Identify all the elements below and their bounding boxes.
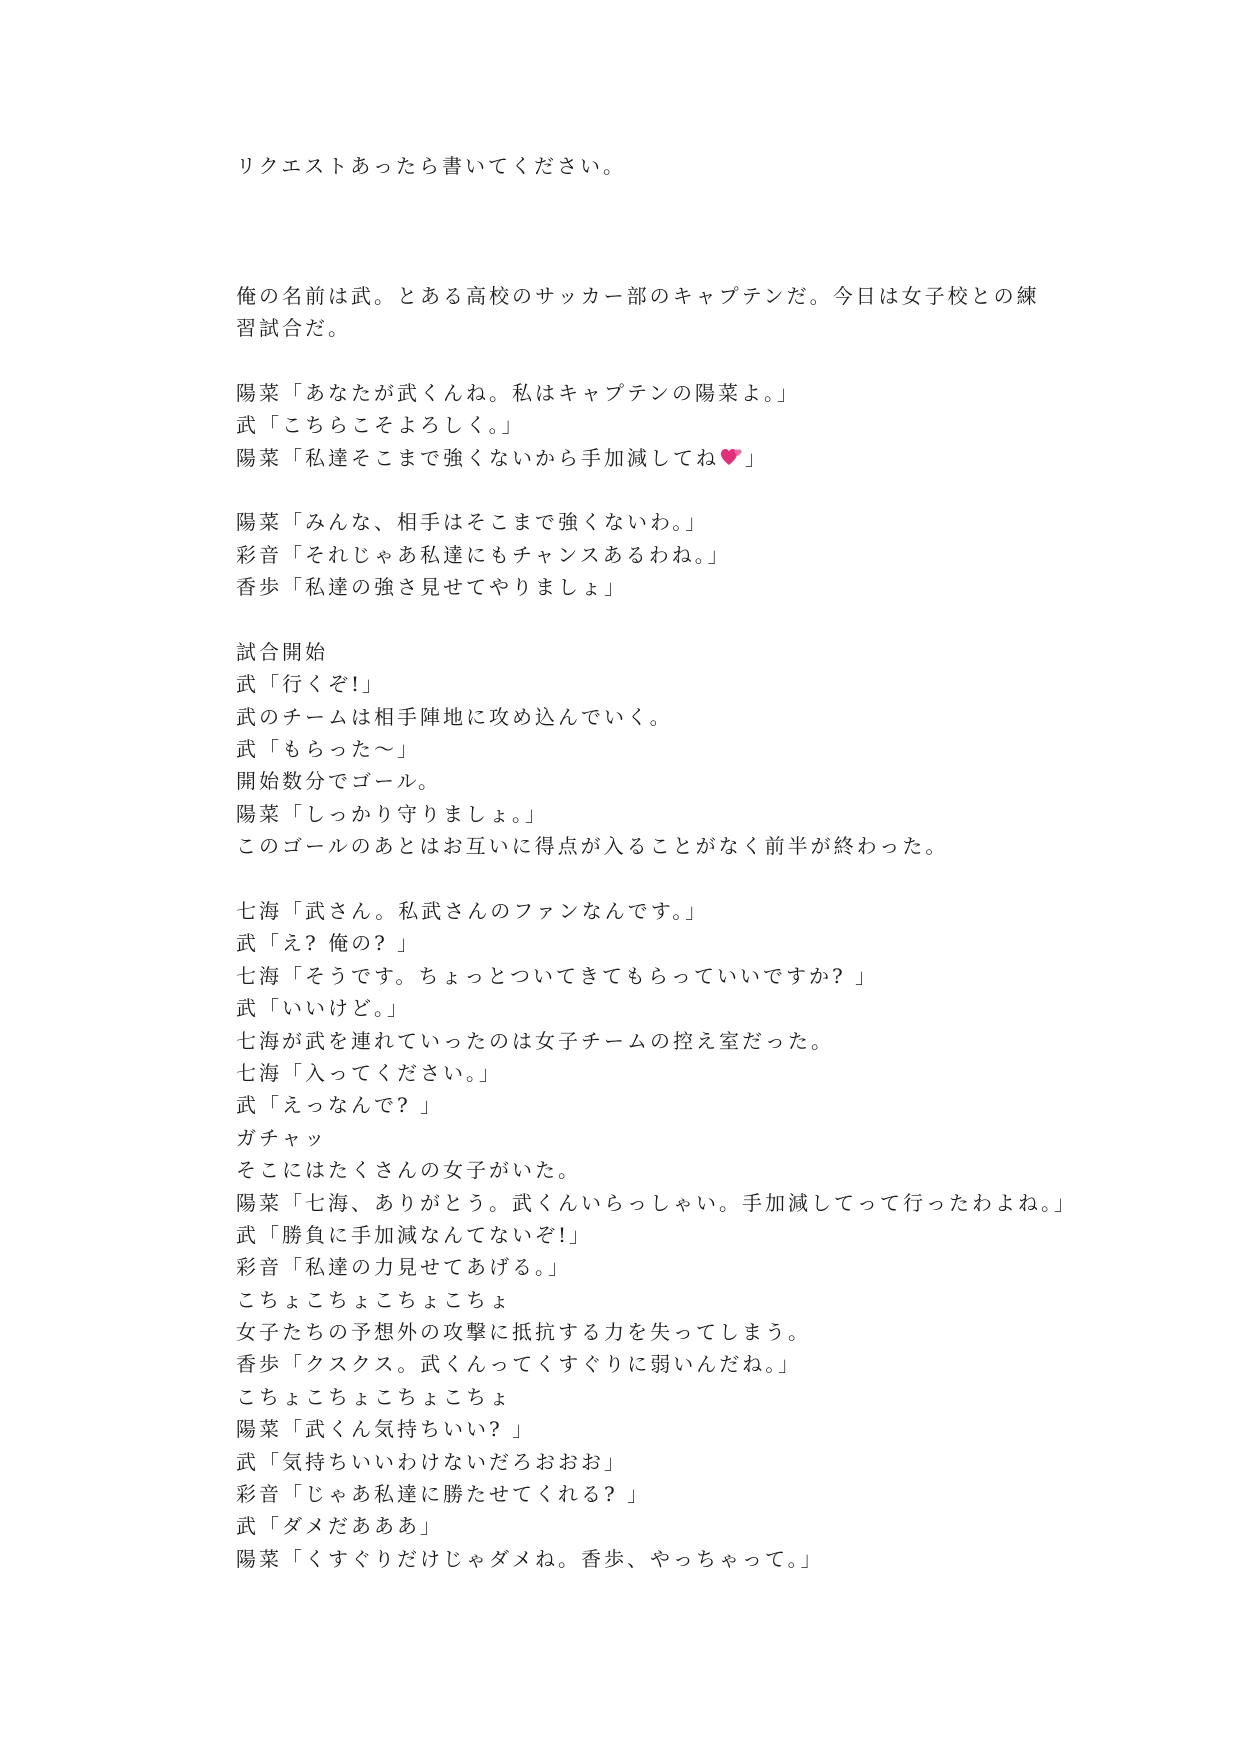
line-text: 武「えっなんで? 」 [236,1093,444,1118]
line-text: 七海「武さん。私武さんのファンなんです。」 [236,898,709,923]
line-text: 香歩「クスクス。武くんってくすぐりに弱いんだね。」 [236,1352,802,1377]
line-text: このゴールのあとはお互いに得点が入ることがなく前半が終わった。 [236,834,949,859]
text-line [236,1381,1036,1413]
text-line [236,571,1036,603]
text-line [236,701,1036,733]
line-text: 陽菜「あなたが武くんね。私はキャプテンの陽菜よ。」 [236,380,800,405]
text-line [236,1284,1036,1316]
line-suffix: 」 [745,445,768,470]
line-text: ガチャッ [236,1125,328,1150]
line-text: 武「気持ちいいわけないだろおおお」 [236,1449,627,1474]
line-text: 開始数分でゴール。 [236,769,441,794]
text-line [236,1057,1036,1089]
line-text: 武「え? 俺の? 」 [236,931,421,956]
text-line [236,442,1036,474]
document-page [236,150,1077,1575]
text-line [236,1316,1036,1348]
text-line [236,636,1036,668]
line-text: 習試合だ。 [236,315,351,340]
line-text: 彩音「私達の力見せてあげる。」 [236,1255,571,1280]
text-line [236,539,1036,571]
text-line [236,1251,1036,1283]
line-text: 武のチームは相手陣地に攻め込んでいく。 [236,704,673,729]
text-line [236,280,1040,312]
line-text: 彩音「それじゃあ私達にもチャンスあるわね。」 [236,542,731,567]
line-text: 武「いいけど。」 [236,996,410,1021]
text-line [236,895,1036,927]
blank-line [236,603,1036,635]
two-hearts-icon [721,442,743,474]
text-line [236,377,1036,409]
line-text: 陽菜「七海、ありがとう。武くんいらっしゃい。手加減してって行ったわよね。」 [236,1190,1077,1215]
line-text: 俺の名前は武。とある高校のサッカー部のキャプテンだ。今日は女子校との練 [236,283,1040,308]
text-line [236,1478,1036,1510]
text-line [236,1446,1036,1478]
blank-line [236,863,1036,895]
text-line [236,733,1036,765]
text-line [236,992,1036,1024]
text-line [236,1187,1077,1219]
line-text: 女子たちの予想外の攻撃に抵抗する力を失ってしまう。 [236,1320,811,1345]
text-line [236,1154,1036,1186]
text-line [236,1122,1036,1154]
line-text: 七海「入ってください。」 [236,1060,502,1085]
text-line [236,830,1036,862]
text-line [236,409,1036,441]
line-text: 試合開始 [236,639,328,664]
story-text [236,150,1077,1575]
text-line [236,1413,1036,1445]
line-text: 香歩「私達の強さ見せてやりましょ」 [236,575,627,600]
line-text: 七海「そうです。ちょっとついてきてもらっていいですか? 」 [236,963,879,988]
blank-line [236,474,1036,506]
line-text: 彩音「じゃあ私達に勝たせてくれる? 」 [236,1482,651,1507]
line-text: 陽菜「みんな、相手はそこまで強くないわ。」 [236,510,709,535]
blank-line [236,344,1036,376]
text-line [236,506,1036,538]
line-text: 七海が武を連れていったのは女子チームの控え室だった。 [236,1028,834,1053]
line-text: 陽菜「私達そこまで強くないから手加減してね [236,445,719,470]
line-text: 武「もらった〜」 [236,737,420,762]
line-text: 武「ダメだあああ」 [236,1514,443,1539]
text-line [236,798,1036,830]
line-text: 陽菜「しっかり守りましょ。」 [236,801,548,826]
text-line [236,927,1036,959]
text-line [236,1089,1036,1121]
text-line [236,960,1036,992]
line-text: 陽菜「くすぐりだけじゃダメね。香歩、やっちゃって。」 [236,1546,824,1571]
text-line [236,312,1036,344]
text-line [236,1219,1036,1251]
text-line [236,1025,1036,1057]
line-text: そこにはたくさんの女子がいた。 [236,1158,581,1183]
text-line [236,150,1036,182]
blank-line [236,247,1036,279]
blank-line [236,182,1036,214]
blank-line [236,215,1036,247]
line-text: 陽菜「武くん気持ちいい? 」 [236,1417,536,1442]
text-line [236,765,1036,797]
text-line [236,1510,1036,1542]
line-text: こちょこちょこちょこちょ [236,1384,512,1409]
text-line [236,1348,1036,1380]
line-text: 武「行くぞ!」 [236,672,386,697]
line-text: 武「勝負に手加減なんてないぞ!」 [236,1222,593,1247]
line-text: こちょこちょこちょこちょ [236,1287,512,1312]
line-text: リクエストあったら書いてください。 [236,154,626,178]
line-text: 武「こちらこそよろしく。」 [236,413,525,438]
text-line [236,668,1036,700]
text-line [236,1543,1036,1575]
